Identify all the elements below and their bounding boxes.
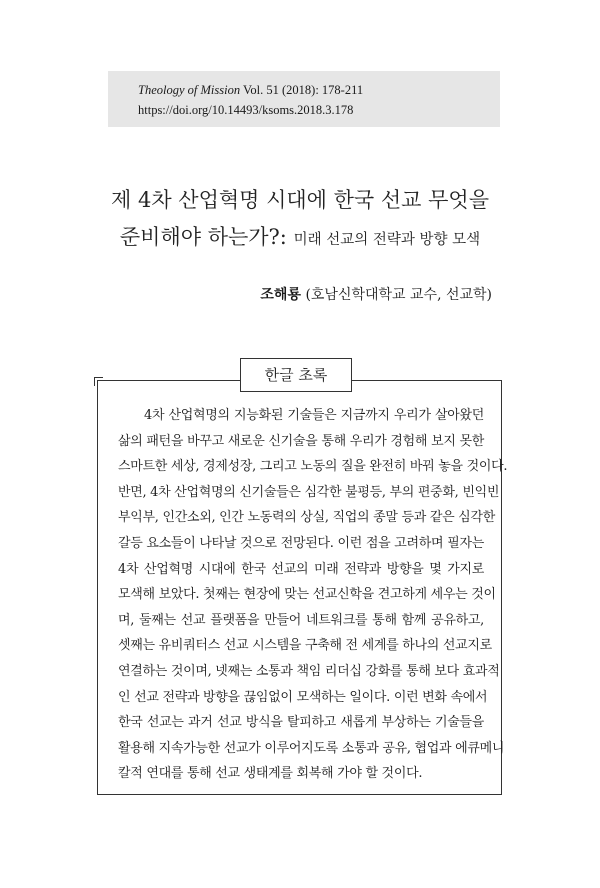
author-block <box>260 284 492 304</box>
abstract-line: 부익부, 인간소외, 인간 노동력의 상실, 직업의 종말 등과 같은 심각한 <box>118 510 495 526</box>
abstract-line: 스마트한 세상, 경제성장, 그리고 노동의 질을 완전히 바꿔 놓을 것이다. <box>118 459 508 475</box>
paper-title-line-1: 제 4차 산업혁명 시대에 한국 선교 무엇을 <box>111 188 489 212</box>
abstract-heading: 한글 초록 <box>240 358 352 392</box>
abstract-line: 4차 산업혁명의 지능화된 기술들은 지금까지 우리가 살아왔던 <box>144 408 484 423</box>
journal-header <box>108 71 500 127</box>
abstract-line: 칼적 연대를 통해 선교 생태계를 회복해 가야 할 것이다. <box>118 766 423 782</box>
abstract-line: 연결하는 것이며, 넷째는 소통과 책임 리더십 강화를 통해 보다 효과적 <box>118 663 500 679</box>
abstract-line: 갈등 요소들이 나타날 것으로 전망된다. 이런 점을 고려하며 필자는 <box>118 535 484 551</box>
abstract-line: 모색해 보았다. 첫째는 현장에 맞는 선교신학을 견고하게 세우는 것이 <box>118 587 496 603</box>
author-name: 조해룡 <box>260 287 301 303</box>
abstract-line: 반면, 4차 산업혁명의 신기술들은 심각한 불평등, 부의 편중화, 빈익빈 <box>118 484 500 500</box>
abstract-line: 삶의 패턴을 바꾸고 새로운 신기술을 통해 우리가 경험해 보지 못한 <box>118 433 484 449</box>
abstract-line: 셋째는 유비쿼터스 선교 시스템을 구축해 전 세계를 하나의 선교지로 <box>118 638 492 654</box>
journal-name: Theology of Mission <box>138 83 241 97</box>
author-affiliation: (호남신학대학교 교수, 선교학) <box>305 287 492 303</box>
abstract-line: 4차 산업혁명 시대에 한국 선교의 미래 전략과 방향을 몇 가지로 <box>118 561 484 577</box>
abstract-line: 한국 선교는 과거 선교 방식을 탈피하고 새롭게 부상하는 기술들을 <box>118 715 484 731</box>
volume-pages: Vol. 51 (2018): 178-211 <box>243 83 364 97</box>
abstract-line: 인 선교 전략과 방향을 끊임없이 모색하는 일이다. 이런 변화 속에서 <box>118 689 488 705</box>
paper-subtitle: 미래 선교의 전략과 방향 모색 <box>293 232 481 248</box>
paper-title-line-2 <box>60 220 540 257</box>
paper-title-main: 준비해야 하는가?: <box>119 225 287 249</box>
citation-line <box>138 80 500 100</box>
doi-link[interactable]: https://doi.org/10.14493/ksoms.2018.3.178 <box>138 103 354 117</box>
abstract-line: 며, 둘째는 선교 플랫폼을 만들어 네트워크를 통해 함께 공유하고, <box>118 612 484 628</box>
abstract-body <box>118 403 508 787</box>
abstract-line: 활용해 지속가능한 선교가 이루어지도록 소통과 공유, 협업과 에큐메니 <box>118 740 505 756</box>
